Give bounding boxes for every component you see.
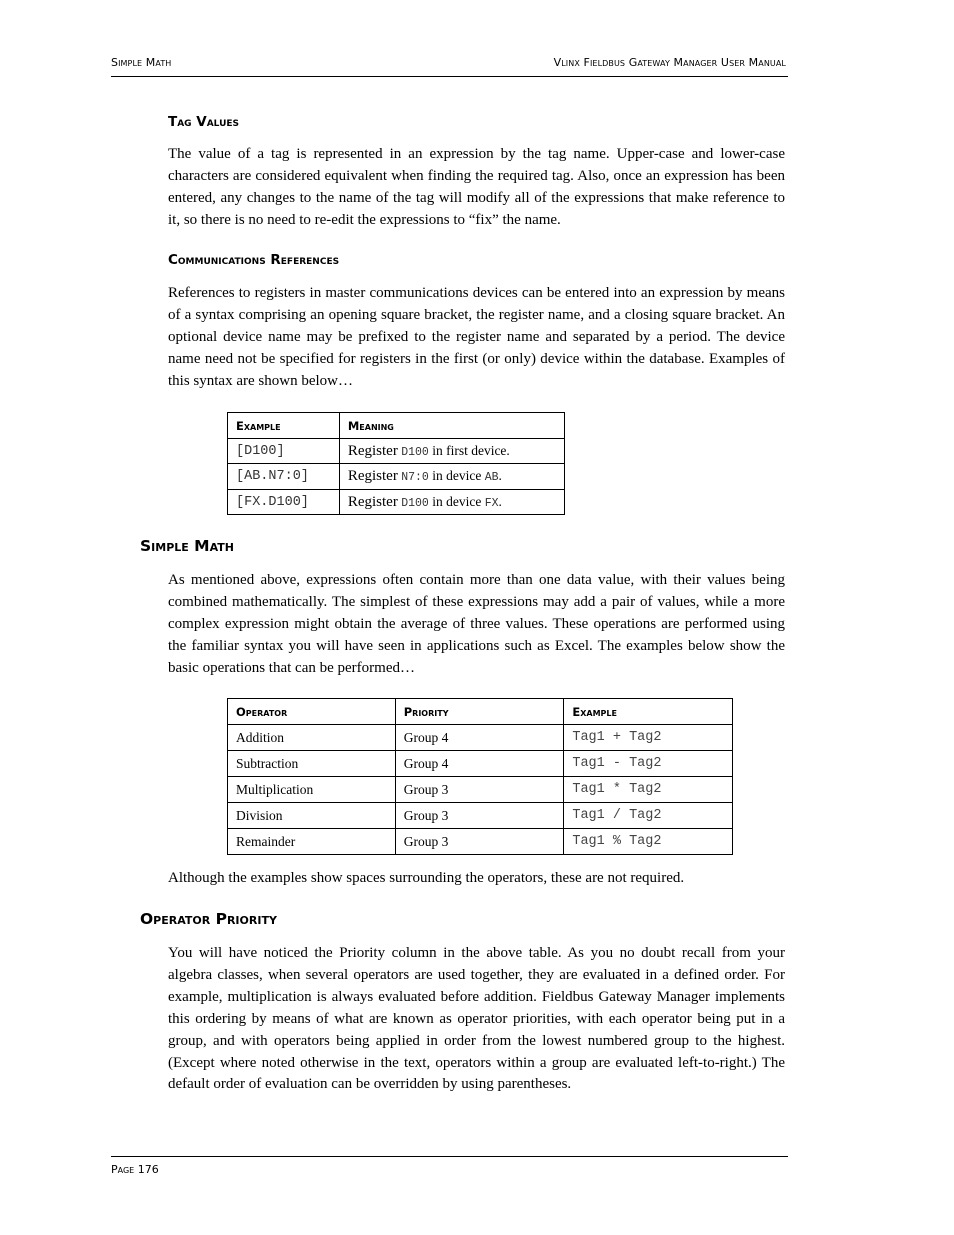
column-header-example: Example xyxy=(228,413,340,439)
meaning-cell: Register D100 in first device. xyxy=(339,439,564,464)
operators-note: Although the examples show spaces surrounding the operators, these are not required. xyxy=(168,870,685,886)
heading-operator-priority: Operator Priority xyxy=(140,910,277,928)
table-row xyxy=(228,464,565,490)
priority-cell: Group 3 xyxy=(395,803,564,829)
operators-table xyxy=(227,698,733,855)
example-cell: Tag1 + Tag2 xyxy=(564,725,733,751)
tag-values-paragraph: The value of a tag is represented in an expression by the tag name. Upper-case and lower-case characters are considered equivalent when finding the required tag. Also, once an expression has been entered, any changes to the name of the tag will modify all of the expressions that make reference to it, so there is no need to re-edit the expressions to “fix” the name. xyxy=(168,146,785,228)
table-row xyxy=(228,490,565,515)
meaning-cell: Register N7:0 in device AB. xyxy=(339,464,564,490)
column-header-meaning: Meaning xyxy=(339,413,564,439)
example-cell: Tag1 * Tag2 xyxy=(564,777,733,803)
operator-cell: Subtraction xyxy=(228,751,396,777)
heading-communications-references: Communications References xyxy=(168,252,340,268)
column-header-example: Example xyxy=(564,699,733,725)
comm-references-table xyxy=(227,412,565,515)
running-header-right: Vlinx Fieldbus Gateway Manager User Manual xyxy=(553,56,786,69)
priority-cell: Group 4 xyxy=(395,725,564,751)
priority-cell: Group 4 xyxy=(395,751,564,777)
page-label: Page xyxy=(111,1163,135,1176)
footer-rule xyxy=(111,1156,788,1157)
priority-cell: Group 3 xyxy=(395,829,564,855)
column-header-operator: Operator xyxy=(228,699,396,725)
table-row xyxy=(228,725,733,751)
communications-references-paragraph: References to registers in master communications devices can be entered into an expression by means of a syntax comprising an opening square bracket, the register name, and a closing square bracket. An optional device name may be prefixed to the register name and separated by a period. The device name need not be specified for registers in the first (or only) device within the database. Examples of this syntax are shown below… xyxy=(168,285,785,389)
table-row xyxy=(228,777,733,803)
priority-cell: Group 3 xyxy=(395,777,564,803)
column-header-priority: Priority xyxy=(395,699,564,725)
example-cell: [D100] xyxy=(228,439,340,464)
operator-cell: Addition xyxy=(228,725,396,751)
page-footer xyxy=(111,1163,159,1176)
heading-tag-values: Tag Values xyxy=(168,114,240,130)
example-cell: Tag1 / Tag2 xyxy=(564,803,733,829)
table-row xyxy=(228,751,733,777)
example-cell: [AB.N7:0] xyxy=(228,464,340,490)
table-row xyxy=(228,439,565,464)
simple-math-paragraph: As mentioned above, expressions often contain more than one data value, with their values being combined mathematically. The simplest of these expressions may add a pair of values, while a more complex expression might obtain the average of three values. These operations are performed using the familiar syntax you will have seen in applications such as Excel. The examples below show the basic operations that can be performed… xyxy=(168,572,785,676)
heading-simple-math: Simple Math xyxy=(140,537,234,555)
operator-priority-paragraph: You will have noticed the Priority column in the above table. As you no doubt recall from your algebra classes, when several operators are used together, they are evaluated in a defined order. For example, multiplication is always evaluated before addition. Fieldbus Gateway Manager implements this ordering by means of what are known as operator priorities, with each operator being put in a group, and with operators being applied in order from the lowest numbered group to the highest. (Except where noted otherwise in the text, operators within a group are evaluated left-to-right.) The default order of evaluation can be overridden by using parentheses. xyxy=(168,945,785,1093)
table-row xyxy=(228,829,733,855)
page-number: 176 xyxy=(137,1163,159,1176)
table-header-row xyxy=(228,699,733,725)
operator-cell: Remainder xyxy=(228,829,396,855)
operator-cell: Division xyxy=(228,803,396,829)
meaning-cell: Register D100 in device FX. xyxy=(339,490,564,515)
table-header-row xyxy=(228,413,565,439)
running-header-left: Simple Math xyxy=(111,56,172,69)
header-rule xyxy=(111,76,788,77)
example-cell: Tag1 % Tag2 xyxy=(564,829,733,855)
operator-cell: Multiplication xyxy=(228,777,396,803)
example-cell: [FX.D100] xyxy=(228,490,340,515)
table-row xyxy=(228,803,733,829)
example-cell: Tag1 - Tag2 xyxy=(564,751,733,777)
